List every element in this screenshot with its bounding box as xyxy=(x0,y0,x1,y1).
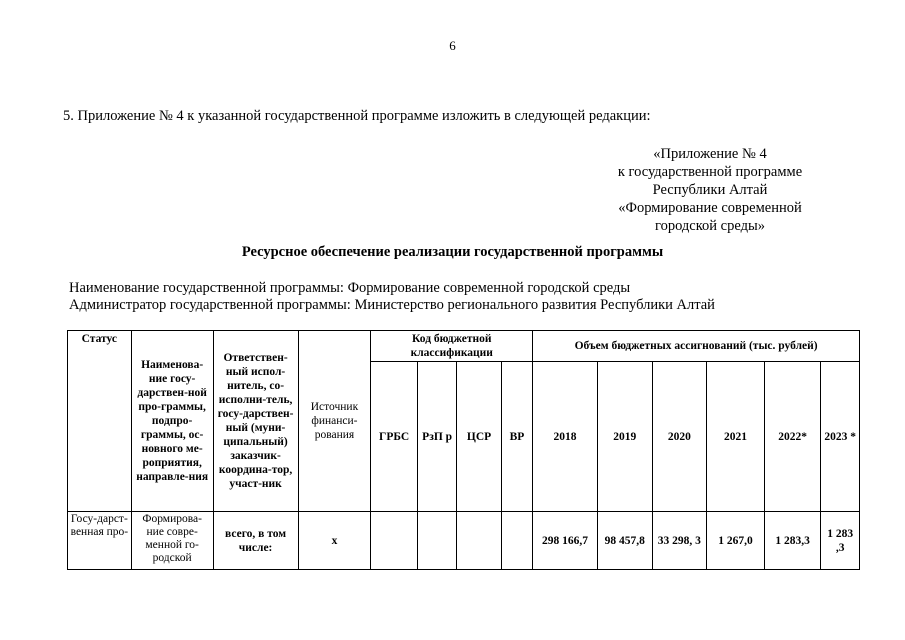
header-name: Наименова-ние госу-дарствен-ной про-граммы, подпро-граммы, ос-новного ме-роприятия, направле-ния xyxy=(131,331,213,512)
cell-value-2021: 1 267,0 xyxy=(707,512,765,570)
cell-status: Госу-дарст-венная про- xyxy=(68,512,132,570)
cell-value-2019: 98 457,8 xyxy=(597,512,652,570)
header-source: Источник финанси-рования xyxy=(298,331,371,512)
cell-value-2020: 33 298, 3 xyxy=(652,512,707,570)
appendix-line: «Приложение № 4 xyxy=(653,146,767,162)
header-year: 2019 xyxy=(597,362,652,512)
header-year: 2023 * xyxy=(821,362,860,512)
resource-table xyxy=(67,330,860,570)
appendix-line: «Формирование современной xyxy=(618,200,802,216)
header-rzpr: РзП р xyxy=(417,362,456,512)
appendix-line: городской среды» xyxy=(655,218,765,234)
appendix-line: к государственной программе xyxy=(617,164,803,180)
cell-grbs xyxy=(371,512,418,570)
header-csr: ЦСР xyxy=(457,362,501,512)
header-year: 2022* xyxy=(764,362,821,512)
appendix-header xyxy=(600,145,820,235)
intro-paragraph: 5. Приложение № 4 к указанной государственной программе изложить в следующей редакции: xyxy=(63,108,651,124)
program-meta xyxy=(69,280,715,314)
cell-value-2018: 298 166,7 xyxy=(533,512,598,570)
table-row xyxy=(68,512,860,570)
header-volume: Объем бюджетных ассигнований (тыс. рублей) xyxy=(533,331,860,362)
header-year: 2018 xyxy=(533,362,598,512)
cell-csr xyxy=(457,512,501,570)
header-year: 2021 xyxy=(707,362,765,512)
header-grbs: ГРБС xyxy=(371,362,418,512)
cell-responsible: всего, в том числе: xyxy=(213,512,298,570)
cell-rzpr xyxy=(417,512,456,570)
cell-value-2023: 1 283 ,3 xyxy=(821,512,860,570)
cell-name: Формирова-ние совре-менной го-родской xyxy=(131,512,213,570)
page-number: 6 xyxy=(449,38,456,53)
header-year: 2020 xyxy=(652,362,707,512)
header-status: Статус xyxy=(68,331,132,512)
appendix-line: Республики Алтай xyxy=(652,182,768,198)
header-budget-code: Код бюджетной классификации xyxy=(371,331,533,362)
cell-source: х xyxy=(298,512,371,570)
program-name: Наименование государственной программы: Формирование современной городской среды xyxy=(69,280,631,296)
header-responsible: Ответствен-ный испол-нитель, со-исполни-тель, госу-дарствен-ный (муни-ципальный) заказчик-координа-тор, участ-ник xyxy=(213,331,298,512)
cell-vr xyxy=(501,512,532,570)
header-vr: ВР xyxy=(501,362,532,512)
program-administrator: Администратор государственной программы: Министерство регионального развития Республики Алтай xyxy=(69,297,715,313)
cell-value-2022: 1 283,3 xyxy=(764,512,821,570)
document-title: Ресурсное обеспечение реализации государственной программы xyxy=(241,244,664,260)
